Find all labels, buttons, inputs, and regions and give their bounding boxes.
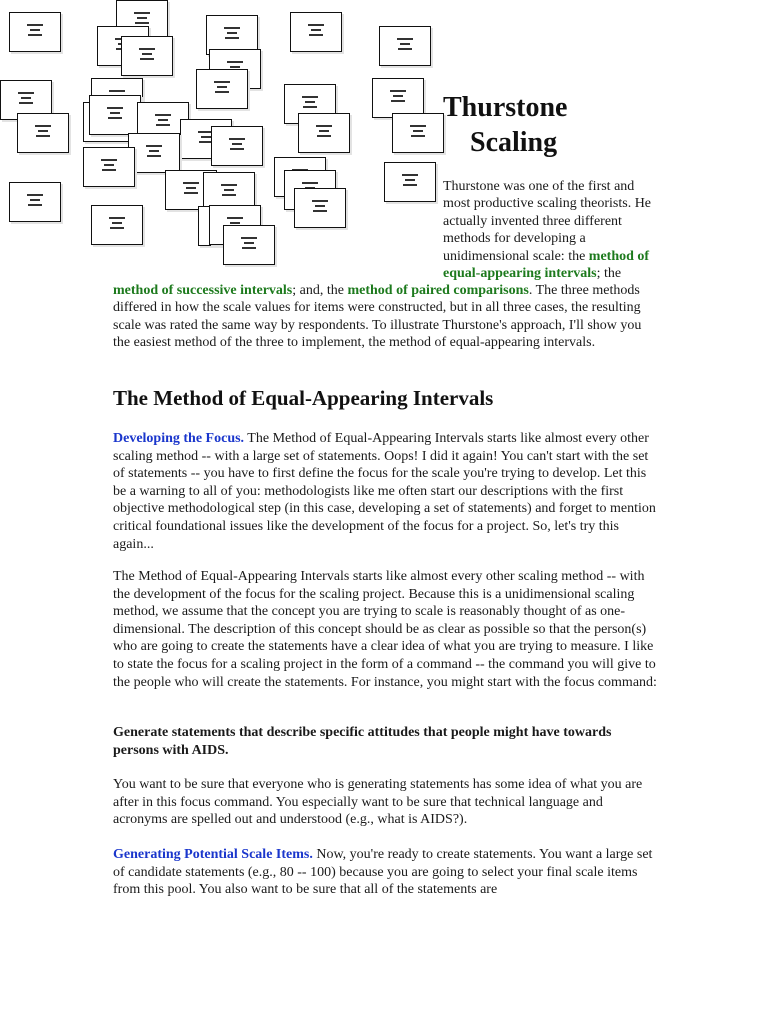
- title-line-1: Thurstone: [443, 92, 568, 123]
- intro-text: Thurstone was one of the first and most productive scaling theorists. He actually invented three different methods for developing a unidimensional scale: the: [443, 179, 652, 264]
- statement-card: [9, 12, 61, 52]
- intro-sep-1: ; the: [596, 266, 622, 282]
- statement-card: [223, 225, 275, 265]
- generating-items-text: Now, you're ready to create statements. You want a large set of candidate statements (e.g., 80 -- 100) because you are going to select your final scale items from this pool. You also want to be sure that all of the statements are: [113, 847, 653, 898]
- generating-items-paragraph: [113, 846, 658, 899]
- statement-cards-illustration: [0, 0, 440, 270]
- statement-card: [290, 12, 342, 52]
- statement-card: [384, 162, 436, 202]
- developing-focus-lead: Developing the Focus.: [113, 431, 245, 446]
- intro-paragraph-continued: [113, 282, 658, 352]
- statement-card: [196, 69, 248, 109]
- intro-rest-text: . The three methods differed in how the scale values for items were constructed, but in all three cases, the resulting scale was rated the same way by respondents. To illustrate Thurstone's approach, I'll show you the easiest method of the three to implement, the method of equal-appearing intervals.: [113, 283, 642, 351]
- method-paired-link[interactable]: method of paired comparisons: [347, 283, 529, 298]
- statement-card: [89, 95, 141, 135]
- statement-card: [298, 113, 350, 153]
- developing-focus-paragraph: [113, 430, 658, 553]
- statement-card: [211, 126, 263, 166]
- developing-focus-text: The Method of Equal-Appearing Intervals starts like almost every other scaling method -- with a large set of statements. Oops! I did it again! You can't start with the set of statements -- you have to first define the focus for the scale you're trying to develop. Let this be a warning to all of you: methodologists like me often start our descriptions with the first objective methodological step (in this case, developing a set of statements) and forget to mention critical foundational issues like the development of the focus for a project. So, let's try this again...: [113, 431, 656, 552]
- section-heading: The Method of Equal-Appearing Intervals: [113, 386, 494, 410]
- statement-card: [17, 113, 69, 153]
- intro-paragraph: [443, 178, 658, 282]
- statement-card: [83, 147, 135, 187]
- statement-card: [372, 78, 424, 118]
- statement-card: [128, 133, 180, 173]
- statement-card: [379, 26, 431, 66]
- focus-command-paragraph: You want to be sure that everyone who is generating statements has some idea of what you are after in this focus command. You especially want to be sure that technical language and acronyms are spelled out and understood (e.g., what is AIDS?).: [113, 777, 643, 828]
- method-successive-link[interactable]: method of successive intervals: [113, 283, 293, 298]
- intro-sep-2: ; and, the: [292, 283, 348, 298]
- statement-card: [392, 113, 444, 153]
- statement-card: [9, 182, 61, 222]
- method-paragraph: The Method of Equal-Appearing Intervals starts like almost every other scaling method -- with the development of the focus for the scaling project. Because this is a unidimensional scaling method, we assume that the concept you are trying to scale is reasonably thought of as one-dimensional. The description of this concept should be as clear as possible so that the person(s) who are going to create the statements have a clear idea of what you are trying to measure. I like to state the focus for a scaling project in the form of a command -- the command you will give to the people who will create the statements. For instance, you might start with the focus command:: [113, 569, 657, 690]
- focus-command: Generate statements that describe specific attitudes that people might have towards persons with AIDS.: [113, 725, 612, 758]
- generating-items-lead: Generating Potential Scale Items.: [113, 847, 313, 862]
- statement-card: [121, 36, 173, 76]
- page-title: [443, 90, 567, 160]
- statement-card: [294, 188, 346, 228]
- statement-card: [91, 205, 143, 245]
- method-equal-appearing-link[interactable]: method of equal-appearing intervals: [443, 248, 650, 282]
- title-line-2: Scaling: [470, 127, 558, 158]
